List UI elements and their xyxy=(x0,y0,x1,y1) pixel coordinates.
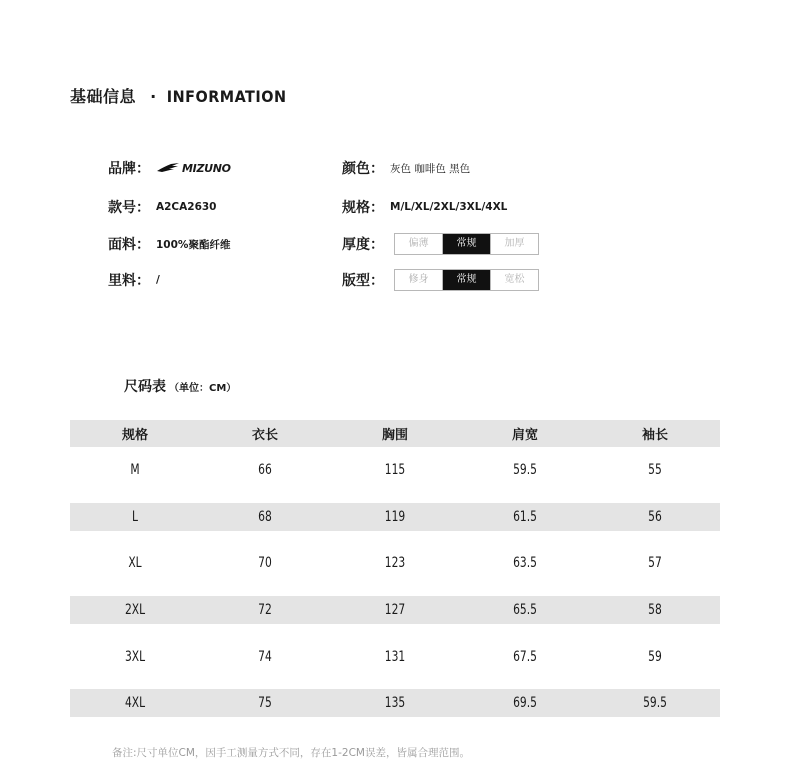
size-row xyxy=(342,196,507,218)
cell-length: 66 xyxy=(258,462,272,479)
table-row xyxy=(70,503,720,531)
header-chest: 胸围 xyxy=(381,428,408,443)
cell-size: 4XL xyxy=(124,695,146,712)
header-length: 衣长 xyxy=(251,428,278,443)
style-no-value: A2CA2630 xyxy=(156,201,217,213)
cell-sleeve: 56 xyxy=(648,508,662,525)
thickness-option-regular: 常规 xyxy=(442,234,490,254)
section-title-en: INFORMATION xyxy=(166,87,287,106)
lining-value: / xyxy=(156,274,160,286)
cell-size: 3XL xyxy=(124,648,146,665)
cell-sleeve: 57 xyxy=(648,555,662,572)
brand-row xyxy=(108,157,231,179)
cell-size: 2XL xyxy=(124,602,146,619)
lining-label: 里料： xyxy=(108,273,150,289)
fit-selector xyxy=(394,269,539,291)
section-title-dot: · xyxy=(150,87,157,106)
cell-sleeve: 55 xyxy=(648,462,662,479)
cell-length: 74 xyxy=(258,648,272,665)
cell-sleeve: 58 xyxy=(648,602,662,619)
thickness-row xyxy=(342,233,539,255)
section-title-cn: 基础信息 xyxy=(70,87,137,106)
color-row xyxy=(342,157,470,179)
cell-length: 70 xyxy=(258,555,272,572)
size-value: M/L/XL/2XL/3XL/4XL xyxy=(390,201,508,213)
cell-length: 75 xyxy=(258,695,272,712)
fit-label: 版型： xyxy=(342,273,384,289)
fabric-value: 100%聚酯纤维 xyxy=(156,238,231,251)
size-table xyxy=(70,420,720,727)
brand-logo-text: MIZUNO xyxy=(182,161,231,175)
section-title xyxy=(70,84,286,107)
fabric-row xyxy=(108,233,230,255)
color-value: 灰色 咖啡色 黑色 xyxy=(390,162,471,175)
cell-chest: 115 xyxy=(384,462,406,479)
table-row xyxy=(70,540,720,587)
cell-length: 72 xyxy=(258,602,272,619)
fabric-label: 面料： xyxy=(108,237,150,253)
header-sleeve: 袖长 xyxy=(641,428,668,443)
brand-label: 品牌： xyxy=(108,161,150,177)
size-label: 规格： xyxy=(342,200,384,216)
fit-option-loose: 宽松 xyxy=(490,270,538,290)
table-row xyxy=(70,447,720,494)
cell-length: 68 xyxy=(258,508,272,525)
footnote: 备注:尺寸单位CM，因手工测量方式不同，存在1-2CM误差，皆属合理范围。 xyxy=(112,747,470,759)
cell-shoulder: 61.5 xyxy=(513,508,537,525)
lining-row xyxy=(108,269,160,291)
thickness-selector xyxy=(394,233,539,255)
cell-size: M xyxy=(130,462,140,479)
brand-logo xyxy=(156,162,231,175)
cell-shoulder: 63.5 xyxy=(513,555,537,572)
cell-shoulder: 69.5 xyxy=(513,695,537,712)
cell-chest: 119 xyxy=(384,508,406,525)
style-no-row xyxy=(108,196,217,218)
size-chart-unit: （单位：CM） xyxy=(169,383,237,394)
cell-sleeve: 59 xyxy=(648,648,662,665)
cell-sleeve: 59.5 xyxy=(643,695,667,712)
mizuno-runbird-icon xyxy=(156,162,180,174)
cell-chest: 127 xyxy=(384,602,406,619)
cell-shoulder: 59.5 xyxy=(513,462,537,479)
thickness-option-thick: 加厚 xyxy=(490,234,538,254)
table-header-row xyxy=(70,420,720,447)
size-chart-title-main: 尺码表 xyxy=(124,379,166,395)
cell-chest: 135 xyxy=(384,695,406,712)
cell-size: L xyxy=(132,508,138,525)
fit-option-slim: 修身 xyxy=(395,270,442,290)
fit-row xyxy=(342,269,539,291)
thickness-label: 厚度： xyxy=(342,237,384,253)
style-no-label: 款号： xyxy=(108,200,150,216)
cell-shoulder: 67.5 xyxy=(513,648,537,665)
table-row xyxy=(70,689,720,717)
cell-size: XL xyxy=(128,555,142,572)
cell-chest: 123 xyxy=(384,555,406,572)
fit-option-regular: 常规 xyxy=(442,270,490,290)
table-row xyxy=(70,596,720,624)
header-size: 规格 xyxy=(121,428,148,443)
color-label: 颜色： xyxy=(342,161,384,177)
cell-shoulder: 65.5 xyxy=(513,602,537,619)
thickness-option-thin: 偏薄 xyxy=(395,234,442,254)
header-shoulder: 肩宽 xyxy=(511,428,538,443)
size-chart-title xyxy=(124,376,236,396)
cell-chest: 131 xyxy=(384,648,406,665)
table-row xyxy=(70,633,720,680)
